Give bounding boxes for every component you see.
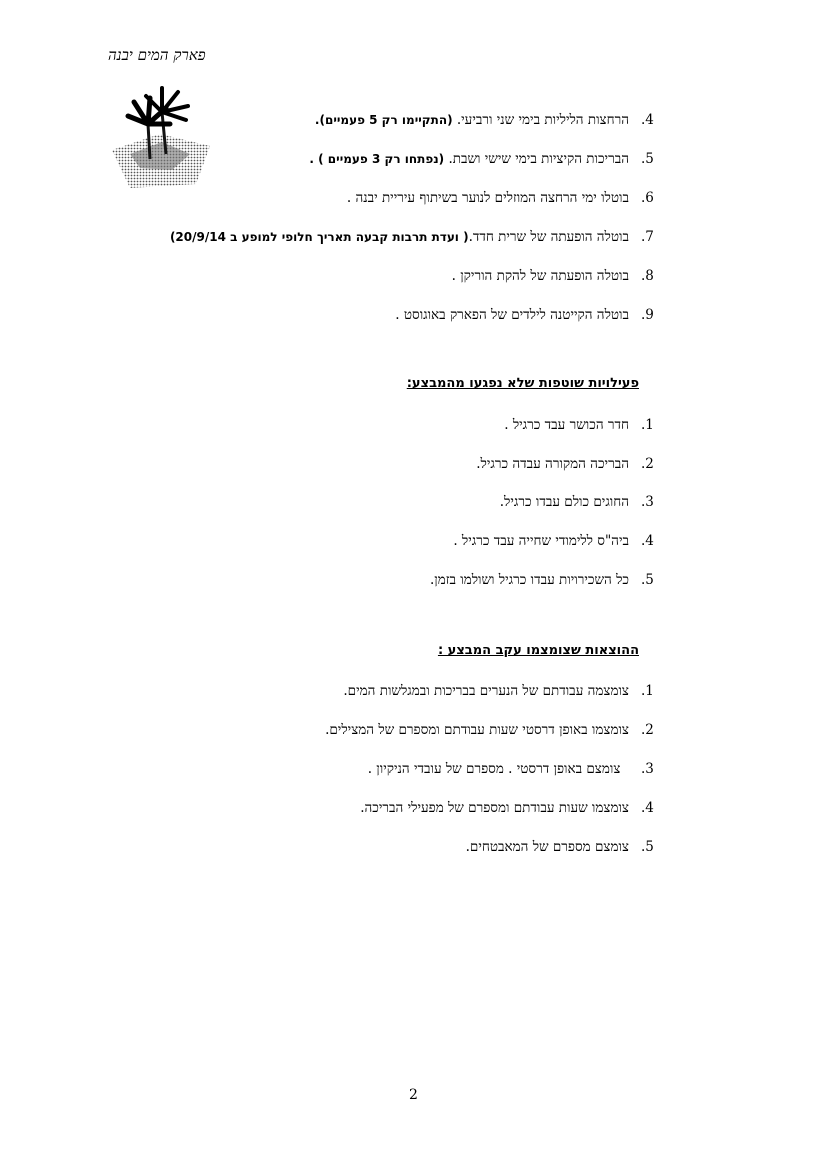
list-item [315,111,655,129]
item-number: 6. [641,190,654,206]
section-heading: פעילויות שוטפות שלא נפגעו מהמבצע: [406,376,639,391]
item-text: בוטלה הופעתה של שרית חדד. [468,229,629,245]
item-text: חדר הכושר עבד כרגיל . [504,417,629,433]
list-item [504,416,655,434]
item-number: 1. [641,417,654,433]
item-number: 3. [641,494,654,510]
list-item [476,455,655,473]
list-item [343,682,655,700]
item-text: ביה"ס ללימודי שחייה עבד כרגיל . [453,533,629,549]
item-number: 4. [641,800,654,816]
item-text: החוגים כולם עבדו כרגיל. [499,494,629,510]
item-note: (התקיימו רק 5 פעמיים). [314,113,453,127]
item-text: כל השכירויות עבדו כרגיל ושולמו בזמן. [429,572,629,588]
item-note: ( ועדת תרבות קבעה תאריך חלופי למופע ב 20/9/14) [169,230,469,244]
item-number: 5. [641,151,654,167]
item-number: 7. [641,229,654,245]
item-number: 4. [641,533,654,549]
item-number: 5. [641,572,654,588]
page-number: 2 [409,1087,418,1103]
item-number: 2. [641,722,654,738]
palm-tree-logo-icon [100,84,218,192]
list-item [347,189,655,207]
list-item [325,721,655,739]
section-heading: ההוצאות שצומצמו עקב המבצע : [437,643,639,658]
list-item [368,760,655,778]
item-text: בוטלה הקייטנה לילדים של הפארק באוגוסט . [395,307,629,323]
item-number: 8. [641,268,654,284]
list-item [466,838,655,856]
item-number: 2. [641,456,654,472]
item-text: הרחצות הליליות בימי שני ורביעי. [456,112,629,128]
item-text: צומצמו באופן דרסטי שעות עבודתם ומספרם של המצילים. [325,722,629,738]
item-text: הבריכה המקורה עבדה כרגיל. [476,456,629,472]
list-item [452,267,655,285]
item-number: 1. [641,683,654,699]
item-number: 3. [641,761,654,777]
item-text: צומצמה עבודתם של הנערים בבריכות ובמגלשות המים. [343,683,629,699]
item-number: 5. [641,839,654,855]
item-number: 9. [641,307,654,323]
item-note: (נפתחו רק 3 פעמיים ) . [309,152,445,166]
list-item [395,306,655,324]
list-item [430,571,655,589]
item-number: 4. [641,112,654,128]
item-text: בוטלה הופעתה של להקת הוריקן . [451,268,629,284]
list-item [360,799,655,817]
logo-text: פארק המים יבנה [108,46,206,64]
item-text: צומצם מספרם של המאבטחים. [465,839,629,855]
item-text: הבריכות הקיציות בימי שישי ושבת. [448,151,629,167]
list-item [453,532,655,550]
item-text: בוטלו ימי הרחצה המוזלים לנוער בשיתוף עיריית יבנה . [346,190,629,206]
item-text: צומצם באופן דרסטי . מספרם של עובדי הניקיון . [367,761,629,777]
list-item [170,228,655,246]
list-item [309,150,655,168]
list-item [500,493,655,511]
item-text: צומצמו שעות עבודתם ומספרם של מפעילי הבריכה. [360,800,629,816]
